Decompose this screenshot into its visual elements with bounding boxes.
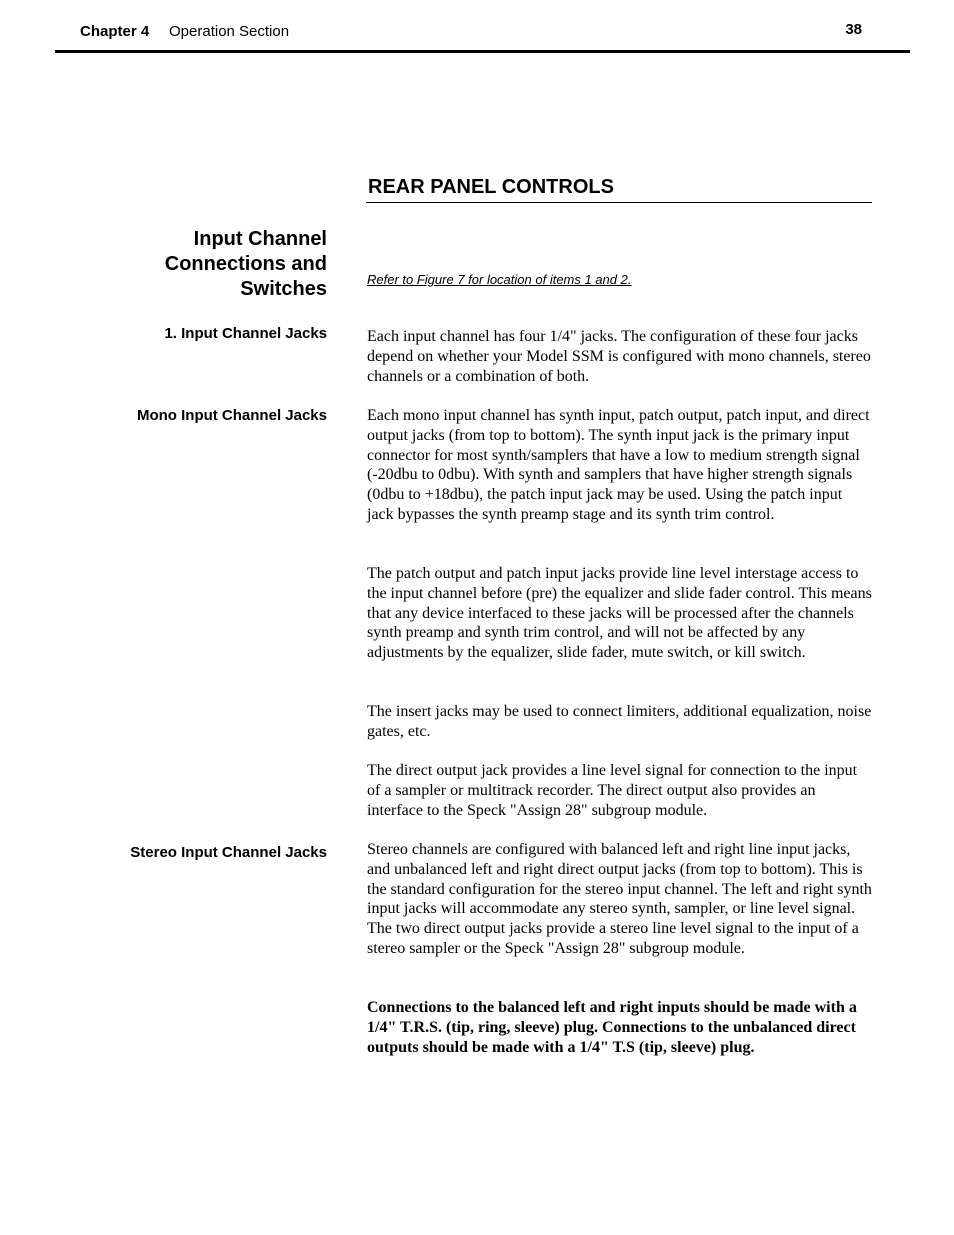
page-number: 38 [845,21,862,38]
section-title: REAR PANEL CONTROLS [366,175,872,203]
figure-reference-note: Refer to Figure 7 for location of items 1 and 2. [367,272,632,287]
sidebar-mono-jacks-heading: Mono Input Channel Jacks [136,407,327,424]
paragraph-patch-jacks: The patch output and patch input jacks provide line level interstage access to the input channel before (pre) the equalizer and slide fader control. This means that any device interfaced to these jacks will be processed after the channels synth preamp and synth trim control, and will not be affected by any adjustments by the equalizer, slide fader, mute switch, or kill switch. [367,565,872,662]
sidebar-stereo-jacks-heading: Stereo Input Channel Jacks [130,844,327,861]
paragraph-insert-jacks: The insert jacks may be used to connect limiters, additional equalization, noise gates, etc. [367,703,872,740]
paragraph-input-jacks: Each input channel has four 1/4" jacks. The configuration of these four jacks depend on whether your Model SSM is configured with mono channels, stereo channels or a combination of both. [367,328,871,385]
paragraph-mono-jacks: Each mono input channel has synth input, patch output, patch input, and direct output jacks (from top to bottom). The synth input jack is the primary input connector for most synth/samplers that have a low to medium strength signal (-20dbu to 0dbu). With synth and samplers that have higher strength signals (0dbu to +18dbu), the patch input jack may be used. Using the patch input jack bypasses the synth preamp stage and its synth trim control. [367,407,870,523]
paragraph-stereo-jacks: Stereo channels are configured with balanced left and right line input jacks, and unbalanced left and right direct output jacks (from top to bottom). This is the standard configuration for the stereo input channel. The left and right synth input jacks will accommodate any stereo synth, sampler, or line level signal. The two direct output jacks provide a stereo line level signal to the input of a stereo sampler or the Speck "Assign 28" subgroup module. [367,841,872,957]
sidebar-main-heading: Input Channel Connections and Switches [164,228,327,300]
sidebar-input-jacks-heading: 1. Input Channel Jacks [164,325,327,342]
paragraph-connection-note: Connections to the balanced left and right inputs should be made with a 1/4" T.R.S. (tip, ring, sleeve) plug. Connections to the unbalanced direct outputs should be made with a 1/4" T.S (tip, sleeve) plug. [367,999,857,1056]
chapter-title: Operation Section [169,23,290,40]
paragraph-direct-output: The direct output jack provides a line level signal for connection to the input of a sampler or multitrack recorder. The direct output also provides an interface to the Speck "Assign 28" subgroup module. [367,762,858,819]
chapter-label: Chapter 4 [80,23,150,40]
page-header [55,20,910,53]
